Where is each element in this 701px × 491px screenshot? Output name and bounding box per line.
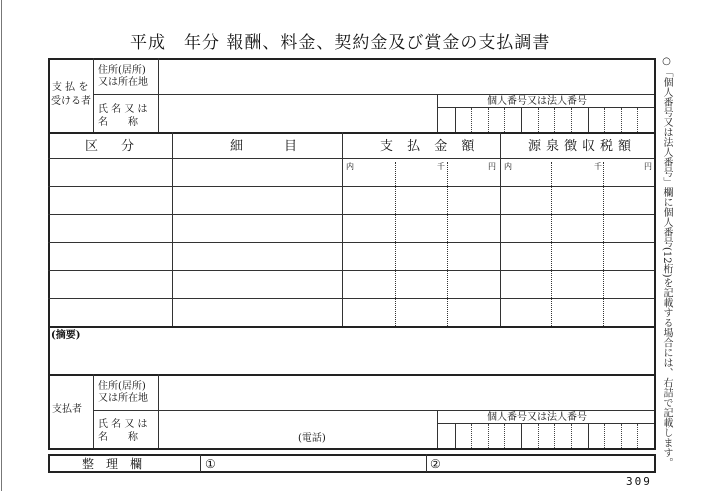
payer-address-field[interactable]	[159, 376, 653, 410]
payer-phone-label: (電話)	[298, 433, 326, 444]
payer-id-digit-divider	[588, 424, 589, 448]
payee-name-label: 氏 名 又 は	[98, 104, 148, 115]
admin-slot-1-field[interactable]	[201, 456, 425, 471]
payer-id-digit-divider	[637, 424, 638, 448]
payee-name-field[interactable]	[159, 95, 437, 132]
payee-id-digit-divider	[488, 108, 489, 132]
column-category: 区 分	[85, 139, 140, 154]
withholding-yen-unit: 円	[644, 162, 652, 171]
payee-id-digit-divider	[471, 108, 472, 132]
payer-id-digit-divider	[604, 424, 605, 448]
payee-id-digit-divider	[521, 108, 522, 132]
payer-label: 支払者	[52, 404, 82, 415]
payee-address-field[interactable]	[159, 60, 653, 94]
payee-label-2: 受ける者	[51, 96, 91, 107]
page-edge	[1, 0, 2, 491]
table-row[interactable]	[50, 243, 653, 270]
payer-id-digit-divider	[538, 424, 539, 448]
remarks-label: (摘要)	[51, 330, 81, 341]
payee-id-digit-divider	[504, 108, 505, 132]
payee-id-digit-divider	[455, 108, 456, 132]
payer-id-digit-divider	[455, 424, 456, 448]
payer-id-digit-divider	[521, 424, 522, 448]
payee-id-digit-divider	[538, 108, 539, 132]
payer-id-digit-divider	[471, 424, 472, 448]
payee-address-label-2: 又は所在地	[98, 77, 148, 88]
payee-id-digit-divider	[621, 108, 622, 132]
form-title: 平成 年分 報酬、料金、契約金及び賞金の支払調書	[130, 33, 551, 53]
amount-thousand-unit: 千	[437, 162, 445, 171]
payee-name-label-2: 名 称	[98, 117, 138, 128]
payer-id-digit-divider	[504, 424, 505, 448]
payer-address-label-2: 又は所在地	[98, 393, 148, 404]
column-detail: 細 目	[230, 139, 303, 154]
payee-id-digit-divider	[637, 108, 638, 132]
payer-name-field[interactable]	[159, 411, 437, 448]
column-amount: 支 払 金 額	[380, 139, 480, 154]
admin-slot-2-label: ②	[430, 457, 441, 471]
payee-address-label: 住所(居所)	[98, 65, 146, 76]
admin-slot-1-label: ①	[205, 457, 216, 471]
payee-id-digit-divider	[571, 108, 572, 132]
table-row[interactable]	[50, 271, 653, 298]
admin-slot-2-field[interactable]	[427, 456, 653, 471]
payee-label: 支 払 を	[52, 82, 89, 93]
side-note: ○「個人番号又は法人番号」欄に個人番号(12桁)を記載する場合には、右詰で記載します。	[661, 56, 672, 468]
withholding-inner-unit: 内	[504, 162, 512, 171]
table-row[interactable]	[50, 215, 653, 242]
payer-id-number-label: 個人番号又は法人番号	[487, 412, 587, 423]
table-row[interactable]	[50, 187, 653, 214]
payer-name-label-2: 名 称	[98, 432, 138, 443]
amount-inner-unit: 内	[346, 162, 354, 171]
column-withholding: 源泉徴収税額	[528, 139, 637, 154]
table-row[interactable]	[50, 159, 653, 186]
payer-id-digit-divider	[554, 424, 555, 448]
withholding-thousand-unit: 千	[594, 162, 602, 171]
payer-id-digit-divider	[571, 424, 572, 448]
page-number: 309	[626, 475, 652, 488]
payee-id-digit-divider	[604, 108, 605, 132]
payer-name-label: 氏 名 又 は	[98, 419, 148, 430]
payee-id-number-label: 個人番号又は法人番号	[487, 96, 587, 107]
payer-address-label: 住所(居所)	[98, 381, 146, 392]
payer-id-digit-divider	[488, 424, 489, 448]
remarks-field[interactable]	[50, 344, 653, 373]
admin-label: 整 理 欄	[82, 457, 143, 471]
payee-id-digit-divider	[554, 108, 555, 132]
table-row[interactable]	[50, 299, 653, 326]
payer-id-digit-divider	[621, 424, 622, 448]
payee-id-digit-divider	[588, 108, 589, 132]
amount-yen-unit: 円	[488, 162, 496, 171]
